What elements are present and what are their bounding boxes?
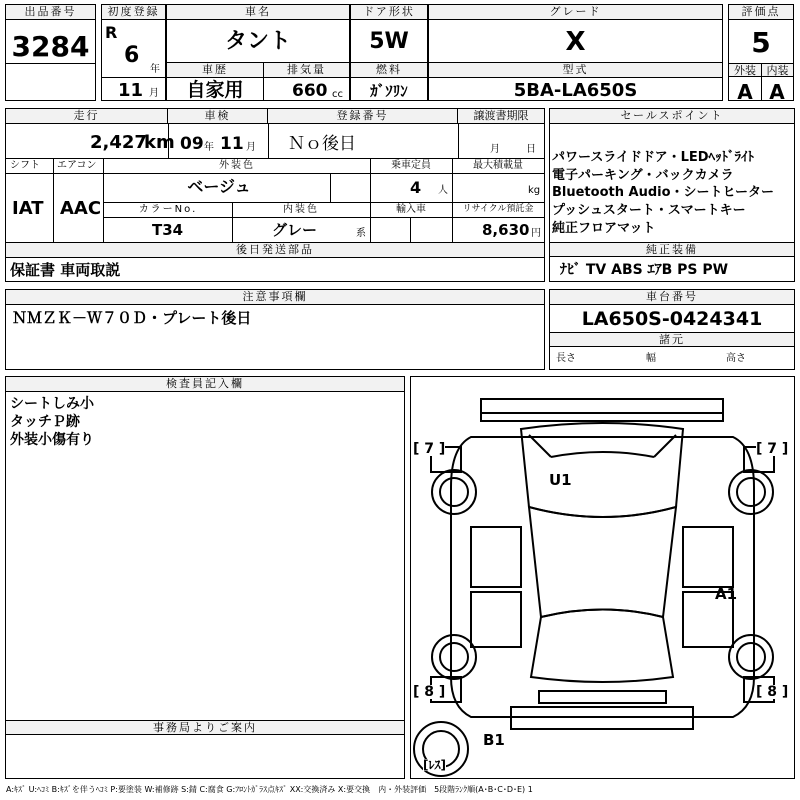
mileage: 2,427 [90, 132, 147, 153]
int-color-unit: 系 [356, 228, 366, 239]
mark-u1: U1 [549, 471, 572, 489]
model-code: 5BA-LA650S [513, 80, 638, 101]
displacement: 660 [292, 81, 328, 101]
model-label: 型式 [429, 63, 722, 78]
history: 自家用 [186, 79, 244, 101]
score-box [728, 4, 794, 104]
interior-label: 内装 [761, 63, 793, 77]
transfer-month-unit: 月 [490, 144, 500, 155]
inspector-line-2: タッチＰ跡 [10, 414, 80, 430]
history-box [166, 62, 264, 101]
width-label: 幅 [646, 353, 656, 364]
notes-box [5, 289, 545, 370]
transfer-day-unit: 日 [526, 144, 536, 155]
later-parts-label: 後日発送部品 [6, 243, 544, 258]
genuine-equipment: ﾅﾋﾞ TV ABS ｴｱB PS PW [560, 262, 729, 278]
transfer-label: 譲渡書期限 [458, 109, 544, 124]
details-block [5, 108, 545, 282]
import-label: 輸入車 [396, 204, 426, 215]
car-name-label: 車名 [167, 5, 349, 20]
car-name-box [166, 4, 350, 63]
genuine-equipment-label: 純正装備 [550, 242, 794, 257]
load-label: 最大積載量 [473, 160, 523, 171]
ac-label: エアコン [57, 160, 97, 171]
corner-label-bottom-right: [ 8 ] [756, 684, 789, 700]
insp-month-unit: 月 [246, 142, 256, 153]
corner-label-top-left: [ 7 ] [413, 441, 446, 457]
notes-text: ＮＭＺＫ－Ｗ７０Ｄ・プレート後日 [12, 309, 252, 327]
car-name: タント [224, 29, 291, 54]
height-label: 高さ [726, 353, 746, 364]
sales-points-box [549, 108, 795, 282]
inspector-label: 検査員記入欄 [6, 377, 404, 392]
score: 5 [751, 26, 771, 59]
spare-label: [ﾚｽ] [423, 758, 446, 772]
score-label: 評価点 [729, 5, 793, 20]
displacement-label: 排気量 [264, 63, 349, 78]
mark-b1: B1 [483, 731, 505, 749]
legend-text: A:ｷｽﾞ U:ﾍｺﾐ B:ｷｽﾞを伴うﾍｺﾐ P:要塗装 W:補修跡 S:錆 C:腐食 G:ﾌﾛﾝﾄｶﾞﾗｽ点ｷｽﾞ XX:交換済み X:要交換 内・外装評価 5段階ﾗﾝｸ順(A･B･C･D･E) 1 [6, 785, 533, 794]
sales-point-2: 電子パーキング・バックカメラ [552, 168, 734, 183]
displacement-box [263, 62, 350, 101]
int-color: グレー [272, 221, 318, 239]
later-parts: 保証書 車両取説 [10, 261, 121, 279]
car-outline-svg [411, 377, 794, 778]
sales-point-1: パワースライドドア・LEDﾍｯﾄﾞﾗｲﾄ [552, 150, 755, 165]
model-box [428, 62, 723, 101]
exterior-label: 外装 [729, 63, 761, 77]
first-reg-label: 初度登録 [102, 5, 165, 20]
first-registration-box [101, 4, 166, 101]
fuel-label: 燃料 [351, 63, 427, 78]
inspection-label: 車検 [168, 109, 268, 124]
grade: X [565, 27, 586, 57]
chassis-number: LA650S-0424341 [581, 308, 763, 330]
color-no: T34 [152, 221, 184, 239]
ac: AAC [60, 198, 102, 219]
month-unit: 月 [149, 88, 159, 99]
history-label: 車歴 [167, 63, 263, 78]
exterior-score: A [737, 80, 753, 104]
load-unit: kg [528, 185, 541, 196]
reg-month: 11 [118, 80, 144, 101]
color-no-label: カラーNo. [138, 204, 198, 215]
chassis-box [549, 289, 795, 370]
sales-points-label: セールスポイント [550, 109, 794, 124]
mark-a1: A1 [715, 585, 738, 603]
insp-month: 11 [220, 134, 244, 154]
displacement-unit: cc [332, 89, 343, 100]
plate-label: 登録番号 [268, 109, 458, 124]
capacity: 4 [410, 178, 422, 197]
chassis-label: 車台番号 [550, 290, 794, 305]
notes-label: 注意事項欄 [6, 290, 544, 305]
era: R [105, 23, 118, 42]
sales-point-3: Bluetooth Audio・シートヒーター [552, 185, 774, 200]
recycle: 8,630 [482, 221, 530, 239]
shift: IAT [12, 198, 44, 219]
corner-label-bottom-left: [ 8 ] [413, 684, 446, 700]
inspector-box [5, 376, 405, 779]
ext-color-label: 外装色 [219, 160, 255, 171]
lot-number: 3284 [11, 30, 90, 63]
mileage-label: 走行 [6, 109, 168, 124]
door-label: ドア形状 [351, 5, 427, 20]
inspector-line-3: 外装小傷有り [10, 432, 94, 448]
plate-number: Ｎｏ後日 [288, 134, 356, 154]
lot-number-box [5, 4, 96, 101]
capacity-label: 乗車定員 [391, 160, 431, 171]
corner-label-top-right: [ 7 ] [756, 441, 789, 457]
fuel: ｶﾞｿﾘﾝ [370, 82, 408, 100]
year-unit: 年 [150, 64, 160, 75]
specs-label: 諸元 [550, 332, 794, 347]
fuel-box [350, 62, 428, 101]
interior-score: A [769, 80, 785, 104]
sales-point-4: プッシュスタート・スマートキー [552, 203, 746, 218]
mileage-unit: km [144, 132, 175, 153]
recycle-unit: 円 [531, 228, 541, 239]
door-box [350, 4, 428, 63]
office-label: 事務局よりご案内 [6, 720, 404, 735]
insp-year-unit: 年 [204, 142, 214, 153]
ext-color: ベージュ [187, 177, 251, 196]
door-type: 5W [369, 29, 409, 54]
reg-year: 6 [124, 43, 140, 68]
insp-year: 09 [180, 134, 204, 154]
shift-label: シフト [10, 160, 40, 171]
recycle-label: リサイクル預託金 [462, 204, 534, 214]
length-label: 長さ [556, 353, 576, 364]
int-color-label: 内装色 [283, 204, 319, 215]
damage-diagram [410, 376, 795, 779]
grade-box [428, 4, 723, 63]
lot-number-label: 出品番号 [6, 5, 95, 20]
sales-point-5: 純正フロアマット [552, 221, 656, 236]
inspector-line-1: シートしみ小 [10, 396, 94, 412]
capacity-unit: 人 [438, 185, 448, 196]
grade-label: グレード [429, 5, 722, 20]
